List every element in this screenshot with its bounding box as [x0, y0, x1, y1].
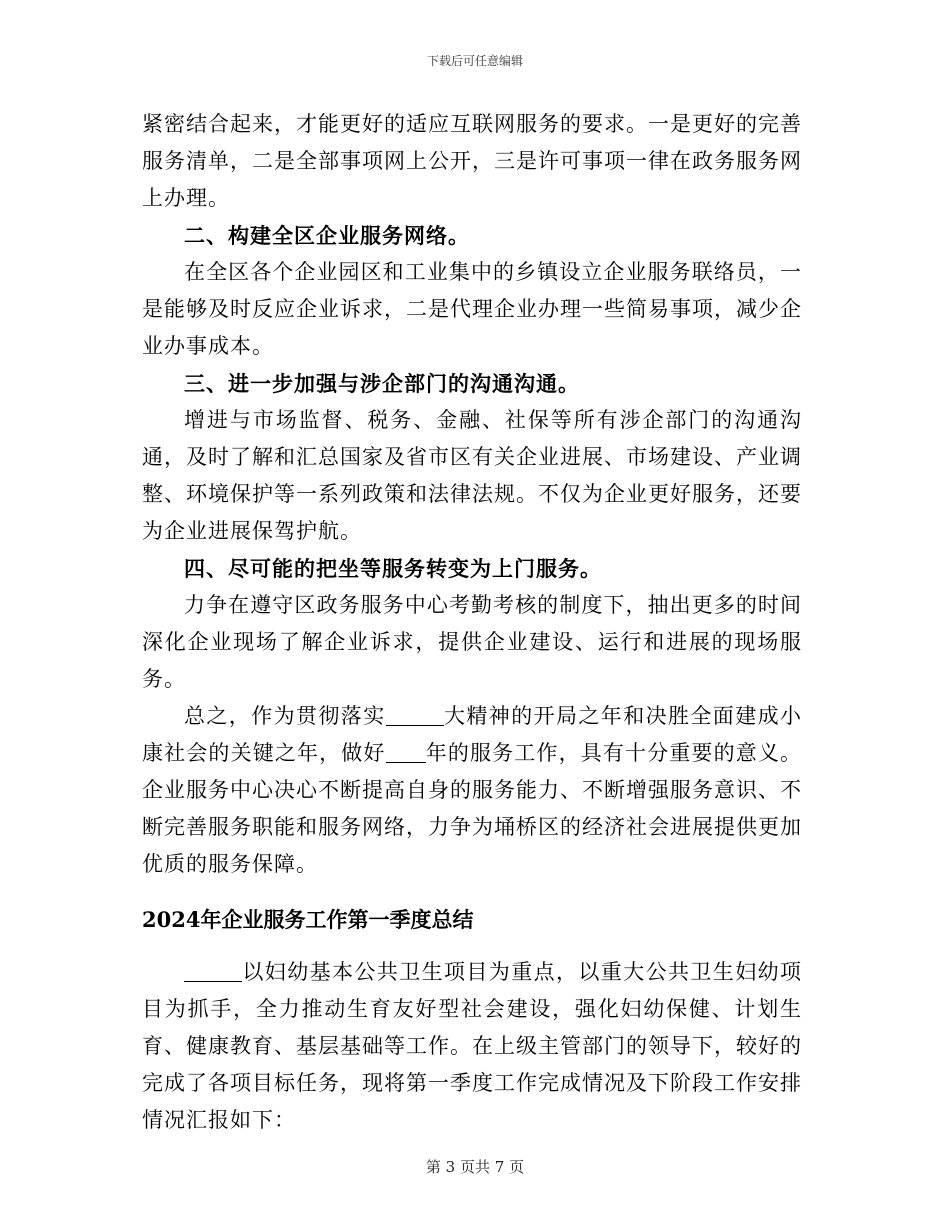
document-title: 2024年企业服务工作第一季度总结	[142, 907, 474, 932]
fill-in-blank	[386, 741, 426, 763]
text-run: 总之，作为贯彻落实	[184, 704, 386, 728]
paragraph	[142, 954, 802, 1139]
page-footer: 第 3 页共 7 页	[425, 1158, 525, 1176]
text-run: 以妇幼基本公共卫生项目为重点，以重大公共卫生妇幼项目为抓手，全力推动生育友好型社会建设，强化妇幼保健、计划生育、健康教育、基层基础等工作。在上级主管部门的领导下，较好的完成了各项目标任务，现将第一季度工作完成情况及下阶段工作安排情况汇报如下：	[142, 960, 802, 1132]
paragraph: 增进与市场监督、税务、金融、社保等所有涉企部门的沟通沟通，及时了解和汇总国家及省市区有关企业进展、市场建设、产业调整、环境保护等一系列政策和法律法规。不仅为企业更好服务，还要为企业进展保驾护航。	[142, 408, 802, 543]
paragraph	[142, 698, 802, 883]
paragraph: 在全区各个企业园区和工业集中的乡镇设立企业服务联络员，一是能够及时反应企业诉求，二是代理企业办理一些简易事项，减少企业办事成本。	[142, 260, 802, 358]
section-heading: 二、构建全区企业服务网络。	[184, 223, 470, 248]
text-run: 大精神的开局之年和决胜全面建成小康社会的关键之年，做好	[142, 704, 803, 765]
page-header: 下载后可任意编辑	[426, 54, 523, 68]
paragraph: 紧密结合起来，才能更好的适应互联网服务的要求。一是更好的完善服务清单，二是全部事项网上公开，三是许可事项一律在政务服务网上办理。	[142, 112, 802, 210]
paragraph: 力争在遵守区政务服务中心考勤考核的制度下，抽出更多的时间深化企业现场了解企业诉求，提供企业建设、运行和进展的现场服务。	[142, 593, 802, 691]
section-heading: 三、进一步加强与涉企部门的沟通沟通。	[184, 371, 580, 396]
fill-in-blank	[386, 704, 444, 726]
document-body	[142, 106, 802, 1139]
section-heading: 四、尽可能的把坐等服务转变为上门服务。	[184, 556, 602, 581]
fill-in-blank	[184, 960, 242, 982]
text-run: 年的服务工作，具有十分重要的意义。企业服务中心决心不断提高自身的服务能力、不断增强服务意识、不断完善服务职能和服务网络，力争为埇桥区的经济社会进展提供更加优质的服务保障。	[142, 741, 803, 876]
